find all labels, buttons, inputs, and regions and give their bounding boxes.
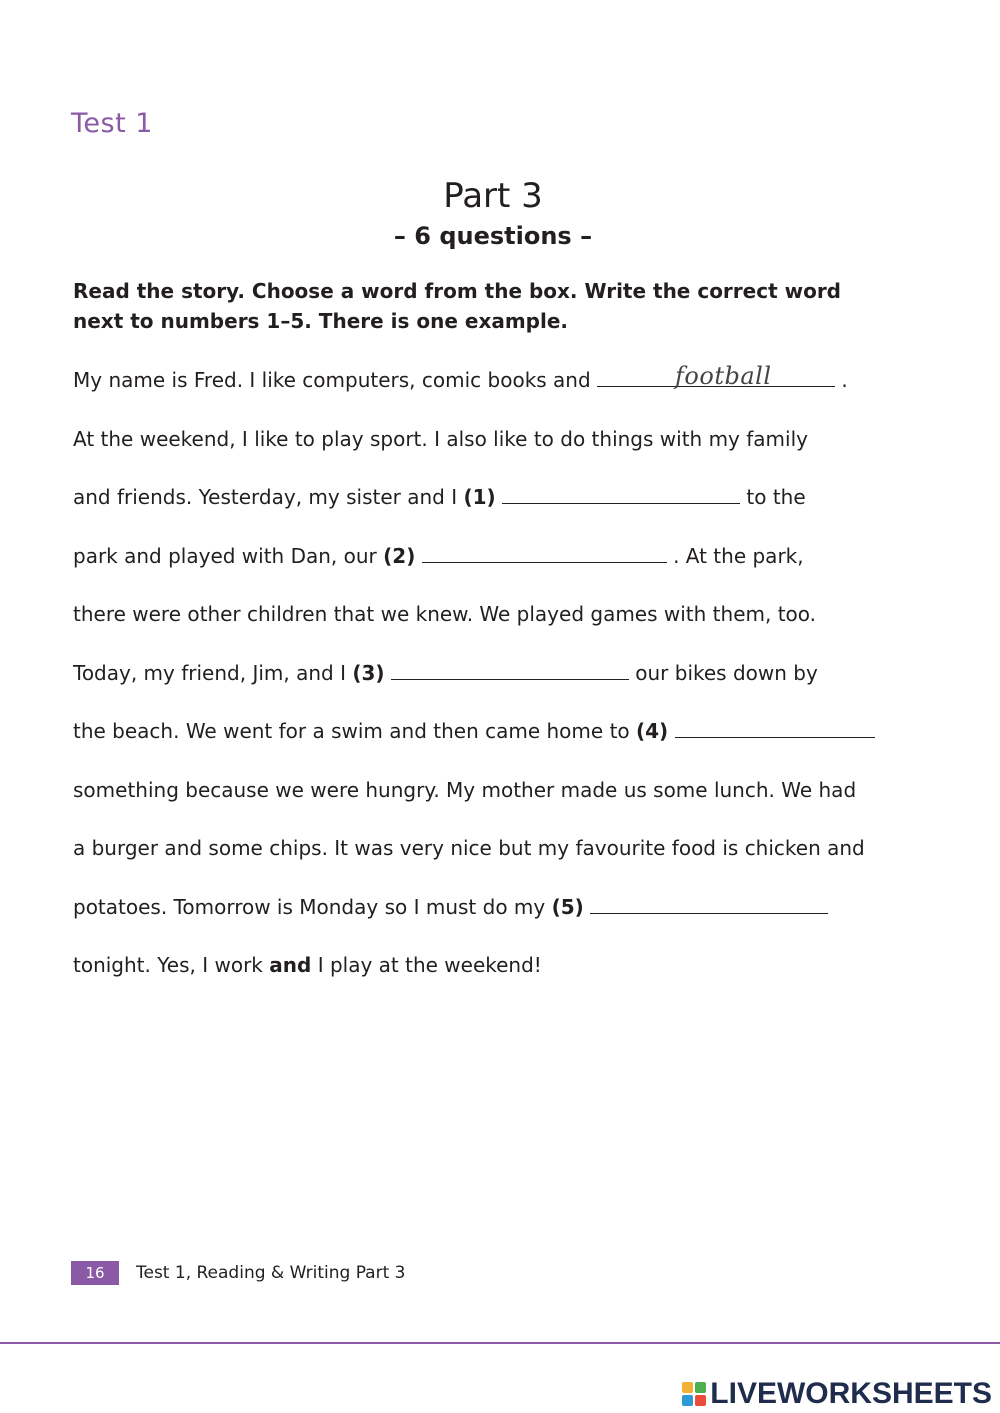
story-line-10 — [73, 895, 828, 919]
story-text: tonight. Yes, I work — [73, 953, 263, 977]
instructions-line-2: next to numbers 1–5. There is one example. — [73, 309, 569, 333]
story-line-6 — [73, 661, 818, 685]
story-line-5: there were other children that we knew. We played games with them, too. — [73, 602, 817, 626]
story-text: potatoes. Tomorrow is Monday so I must do my — [73, 895, 546, 919]
question-number-2: (2) — [383, 544, 416, 568]
answer-blank-4[interactable] — [675, 719, 875, 738]
story-text: . At the park, — [673, 544, 804, 568]
part-subtitle: – 6 questions – — [393, 222, 593, 250]
question-number-4: (4) — [636, 719, 669, 743]
answer-blank-5[interactable] — [590, 895, 828, 914]
story-text: the beach. We went for a swim and then came home to — [73, 719, 630, 743]
footer-caption: Test 1, Reading & Writing Part 3 — [136, 1263, 406, 1283]
story-text: to the — [746, 485, 806, 509]
page-number: 16 — [71, 1261, 119, 1285]
story-text: . — [841, 368, 848, 392]
story-line-9: a burger and some chips. It was very nice but my favourite food is chicken and — [73, 836, 865, 860]
instructions-line-1: Read the story. Choose a word from the box. Write the correct word — [73, 279, 841, 303]
brand-watermark — [682, 1377, 992, 1411]
story-text: Today, my friend, Jim, and I — [73, 661, 346, 685]
story-text: park and played with Dan, our — [73, 544, 377, 568]
answer-blank-3[interactable] — [391, 661, 629, 680]
story-text: I play at the weekend! — [317, 953, 542, 977]
part-title: Part 3 — [443, 176, 543, 216]
story-text: My name is Fred. I like computers, comic books and — [73, 368, 591, 392]
story-text: and friends. Yesterday, my sister and I — [73, 485, 458, 509]
footer-divider — [0, 1342, 1000, 1344]
question-number-1: (1) — [463, 485, 496, 509]
story-line-2: At the weekend, I like to play sport. I also like to do things with my family — [73, 427, 808, 451]
story-line-7 — [73, 719, 875, 743]
question-number-5: (5) — [551, 895, 584, 919]
test-label: Test 1 — [71, 108, 153, 139]
question-number-3: (3) — [352, 661, 385, 685]
instructions — [73, 276, 863, 336]
story-line-3 — [73, 485, 806, 509]
answer-blank-2[interactable] — [422, 544, 667, 563]
story-emphasis: and — [269, 953, 312, 977]
example-answer-blank — [597, 362, 835, 390]
story-line-1 — [73, 362, 848, 392]
brand-name: LIVEWORKSHEETS — [710, 1377, 992, 1410]
answer-blank-1[interactable] — [502, 485, 740, 504]
story-text: our bikes down by — [635, 661, 818, 685]
story-line-11 — [73, 953, 542, 977]
story-line-4 — [73, 544, 804, 568]
liveworksheets-logo-icon — [682, 1382, 706, 1406]
example-answer: football — [675, 362, 772, 390]
story-line-8: something because we were hungry. My mother made us some lunch. We had — [73, 778, 857, 802]
